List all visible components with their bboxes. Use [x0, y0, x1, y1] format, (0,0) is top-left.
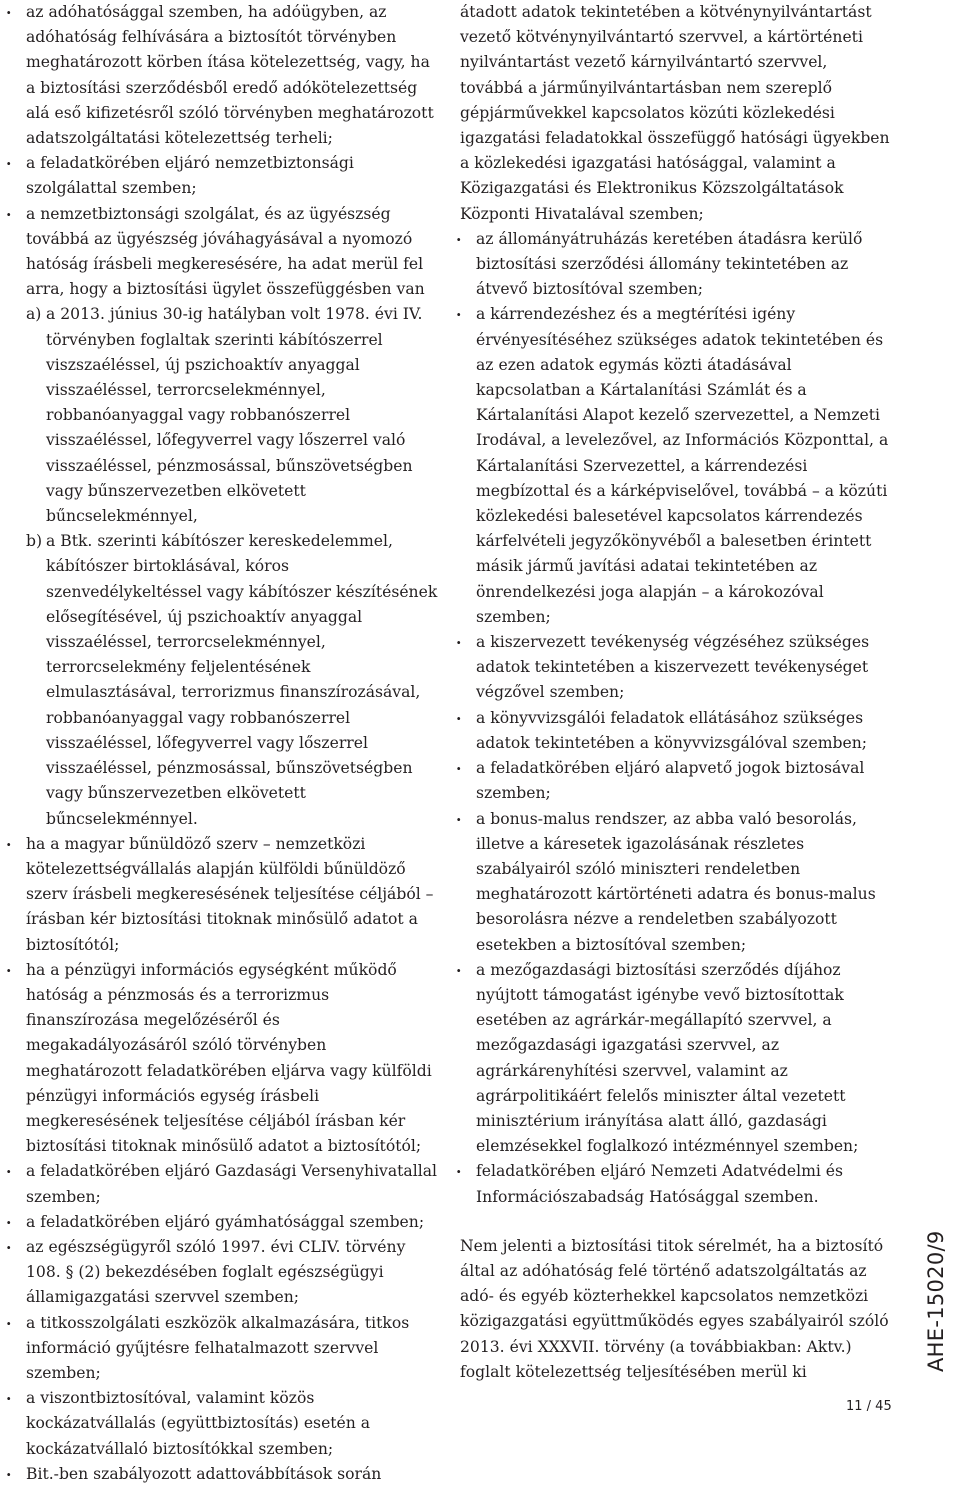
list-item: · a feladatkörében eljáró nemzetbiztonsági szolgálattal szemben;: [6, 151, 444, 201]
list-item: · ha a magyar bűnüldöző szerv – nemzetközi kötelezettségvállalás alapján külföldi bűnüldöző szerv írásbeli megkeresésének teljesítése céljából – írásban kér biztosítási titoknak minősülő adatot a biztosítótól;: [6, 832, 444, 958]
paragraph-spacer: [456, 1210, 890, 1234]
list-item: · az állományátruházás keretében átadásra kerülő biztosítási szerződési állomány tekintetében az átvevő biztosítóval szemben;: [456, 227, 890, 303]
sub-item-b: [6, 529, 444, 831]
list-item: · a titkosszolgálati eszközök alkalmazására, titkos információ gyűjtésre felhatalmazott szervvel szemben;: [6, 1311, 444, 1387]
sub-item-text: a 2013. június 30-ig hatályban volt 1978. évi IV. törvényben foglaltak szerinti kábítószerrel viszszaéléssel, új pszichoaktív anyaggal visszaéléssel, terrorcselekménnyel, robbanóanyaggal vagy robbanószerrel visszaéléssel, lőfegyverrel vagy lőszerrel való visszaéléssel, pénzmosással, bűnszövetségben vagy bűnszervezetben elkövetett bűncselekménnyel,: [46, 305, 423, 526]
list-item: · a feladatkörében eljáró gyámhatósággal szemben;: [6, 1210, 444, 1235]
list-item: · az adóhatósággal szemben, ha adóügyben, az adóhatóság felhívására a biztosítót törvényben meghatározott körben ítása kötelezettség, vagy, ha a biztosítási szerződésből eredő adókötelezettség alá eső kifizetésről szóló törvényben meghatározott adatszolgáltatási kötelezettség terheli;: [6, 0, 444, 151]
sub-item-a: [6, 302, 444, 529]
left-column: [6, 0, 444, 1487]
list-item: · a feladatkörében eljáró Gazdasági Versenyhivatallal szemben;: [6, 1159, 444, 1209]
sub-item-text: a Btk. szerinti kábítószer kereskedelemmel, kábítószer birtoklásával, kóros szenvedélykeltéssel vagy kábítószer készítésének elősegítésével, új pszichoaktív anyaggal visszaéléssel, terrorcselekménnyel, terrorcselekmény feljelentésének elmulasztásával, terrorizmus finanszírozásával, robbanóanyaggal vagy robbanószerrel visszaéléssel, lőfegyverrel vagy lőszerrel visszaéléssel, pénzmosással, bűnszövetségben vagy bűnszervezetben elkövetett bűncselekménnyel.: [46, 532, 438, 828]
list-item: · a kárrendezéshez és a megtérítési igény érvényesítéséhez szükséges adatok tekintetében és az ezen adatok egymás közti átadásával kapcsolatban a Kártalanítási Számlát és a Kártalanítási Alapot kezelő szervezettel, a Nemzeti Irodával, a levelezővel, az Információs Központtal, a Kártalanítási Szervezettel, a kárrendezési megbízottal és a kárképviselővel, továbbá – a közúti közlekedési balesetével kapcsolatos kárrendezés kárfelvételi jegyzőkönyvéből a balesetben érintett másik jármű javítási adatai tekintetében az önrendelkezési joga alapján – a károkozóval szemben;: [456, 302, 890, 630]
continued-text: átadott adatok tekintetében a kötvénynyilvántartást vezető kötvénynyilvántartó szervvel, a kártörténeti nyilvántartást vezető kárnyilvántartó szervvel, továbbá a járműnyilvántartásban nem szereplő gépjárművekkel kapcsolatos közúti közlekedési igazgatási feladatokkal összefüggő hatósági ügyekben a közlekedési igazgatási hatósággal, valamint a Közigazgatási és Elektronikus Közszolgáltatások Központi Hivatalával szemben;: [460, 3, 890, 223]
list-item: · a kiszervezett tevékenység végzéséhez szükséges adatok tekintetében a kiszervezett tevékenységet végzővel szemben;: [456, 630, 890, 706]
list-item: · a könyvvizsgálói feladatok ellátásához szükséges adatok tekintetében a könyvvizsgálóval szemben;: [456, 706, 890, 756]
body-paragraph: Nem jelenti a biztosítási titok sérelmét, ha a biztosító által az adóhatóság felé történő adatszolgáltatás az adó- és egyéb közterhekkel kapcsolatos nemzetközi közigazgatási együttműködés egyes szabályairól szóló 2013. évi XXXVII. törvény (a továbbiakban: Aktv.) foglalt kötelezettség teljesítésében merül ki: [460, 1236, 889, 1381]
page-number: 11 / 45: [846, 1399, 892, 1414]
right-column: [456, 0, 890, 1385]
list-item: · az egészségügyről szóló 1997. évi CLIV. törvény 108. § (2) bekezdésében foglalt egészségügyi államigazgatási szervvel szemben;: [6, 1235, 444, 1311]
list-item: · ha a pénzügyi információs egységként működő hatóság a pénzmosás és a terrorizmus finanszírozása megelőzéséről és megakadályozásáról szóló törvényben meghatározott feladatkörében eljárva vagy külföldi pénzügyi információs egység írásbeli megkeresésének teljesítése céljából írásban kér biztosítási titoknak minősülő adatot a biztosítótól;: [6, 958, 444, 1160]
list-item: · a viszontbiztosítóval, valamint közös kockázatvállalás (együttbiztosítás) esetén a kockázatvállaló biztosítókkal szemben;: [6, 1386, 444, 1462]
list-item: · a nemzetbiztonsági szolgálat, és az ügyészség továbbá az ügyészség jóváhagyásával a nyomozó hatóság írásbeli megkeresésére, ha adat merül fel arra, hogy a biztosítási ügylet összefüggésben van: [6, 202, 444, 303]
sub-item-label: a): [26, 305, 42, 324]
list-item: · feladatkörében eljáró Nemzeti Adatvédelmi és Információszabadság Hatósággal szemben.: [456, 1159, 890, 1209]
list-item: · Bit.-ben szabályozott adattovábbítások során: [6, 1462, 444, 1487]
sub-item-label: b): [26, 532, 43, 551]
list-item: · a mezőgazdasági biztosítási szerződés díjához nyújtott támogatást igénybe vevő biztosítottak esetében az agrárkár-megállapító szervvel, a mezőgazdasági igazgatási szervvel, az agrárkárenyhítési szervvel, valamint az agrárpolitikáért felelős miniszter által vezetett minisztérium irányítása alatt álló, gazdasági elemzésekkel foglalkozó intézménnyel szemben;: [456, 958, 890, 1160]
document-code: AHE-15020/9: [924, 1230, 948, 1372]
list-item: · a bonus-malus rendszer, az abba való besorolás, illetve a káresetek igazolásának részletes szabályairól szóló miniszteri rendeletben meghatározott kártörténeti adatra és bonus-malus besorolásra nézve a rendeletben szabályozott esetekben a biztosítóval szemben;: [456, 807, 890, 958]
list-item: · a feladatkörében eljáró alapvető jogok biztosával szemben;: [456, 756, 890, 806]
